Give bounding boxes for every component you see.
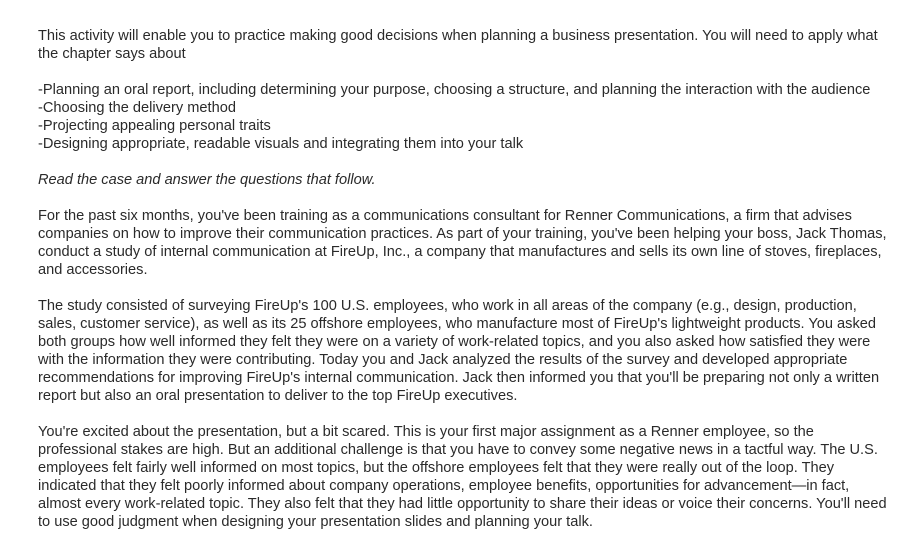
topic-list <box>38 81 894 153</box>
activity-text <box>38 27 894 549</box>
case-paragraph: The study consisted of surveying FireUp's 100 U.S. employees, who work in all areas of the company (e.g., design, production, sales, customer service), as well as its 25 offshore employees, who manufacture most of FireUp's lightweight products. You asked both groups how well informed they felt they were on a variety of work-related topics, and you also asked how satisfied they were with the information they were contributing. Today you and Jack analyzed the results of the survey and developed appropriate recommendations for improving FireUp's internal communication. Jack then informed you that you'll be preparing not only a written report but also an oral presentation to deliver to the top FireUp executives. <box>38 298 880 404</box>
case-paragraph: For the past six months, you've been training as a communications consultant for Renner Communications, a firm that advises companies on how to improve their communication practices. As part of your training, you've been helping your boss, Jack Thomas, conduct a study of internal communication at FireUp, Inc., a company that manufactures and sells its own line of stoves, fireplaces, and accessories. <box>38 208 887 278</box>
intro-paragraph: This activity will enable you to practice making good decisions when planning a business presentation. You will need to apply what the chapter says about <box>38 28 878 62</box>
topic-item: -Designing appropriate, readable visuals and integrating them into your talk <box>38 136 524 152</box>
instruction-text: Read the case and answer the questions that follow. <box>38 172 376 188</box>
topic-item: -Choosing the delivery method <box>38 100 236 116</box>
topic-item: -Planning an oral report, including determining your purpose, choosing a structure, and planning the interaction with the audience <box>38 82 871 98</box>
topic-item: -Projecting appealing personal traits <box>38 118 271 134</box>
case-paragraph: You're excited about the presentation, but a bit scared. This is your first major assignment as a Renner employee, so the professional stakes are high. But an additional challenge is that you have to convey some negative news in a tactful way. The U.S. employees felt fairly well informed on most topics, but the offshore employees felt that they were really out of the loop. They indicated that they felt poorly informed about company operations, employee benefits, opportunities for advancement—in fact, almost every work-related topic. They also felt that they had little opportunity to share their ideas or voice their concerns. You'll need to use good judgment when designing your presentation slides and planning your talk. <box>38 424 887 530</box>
